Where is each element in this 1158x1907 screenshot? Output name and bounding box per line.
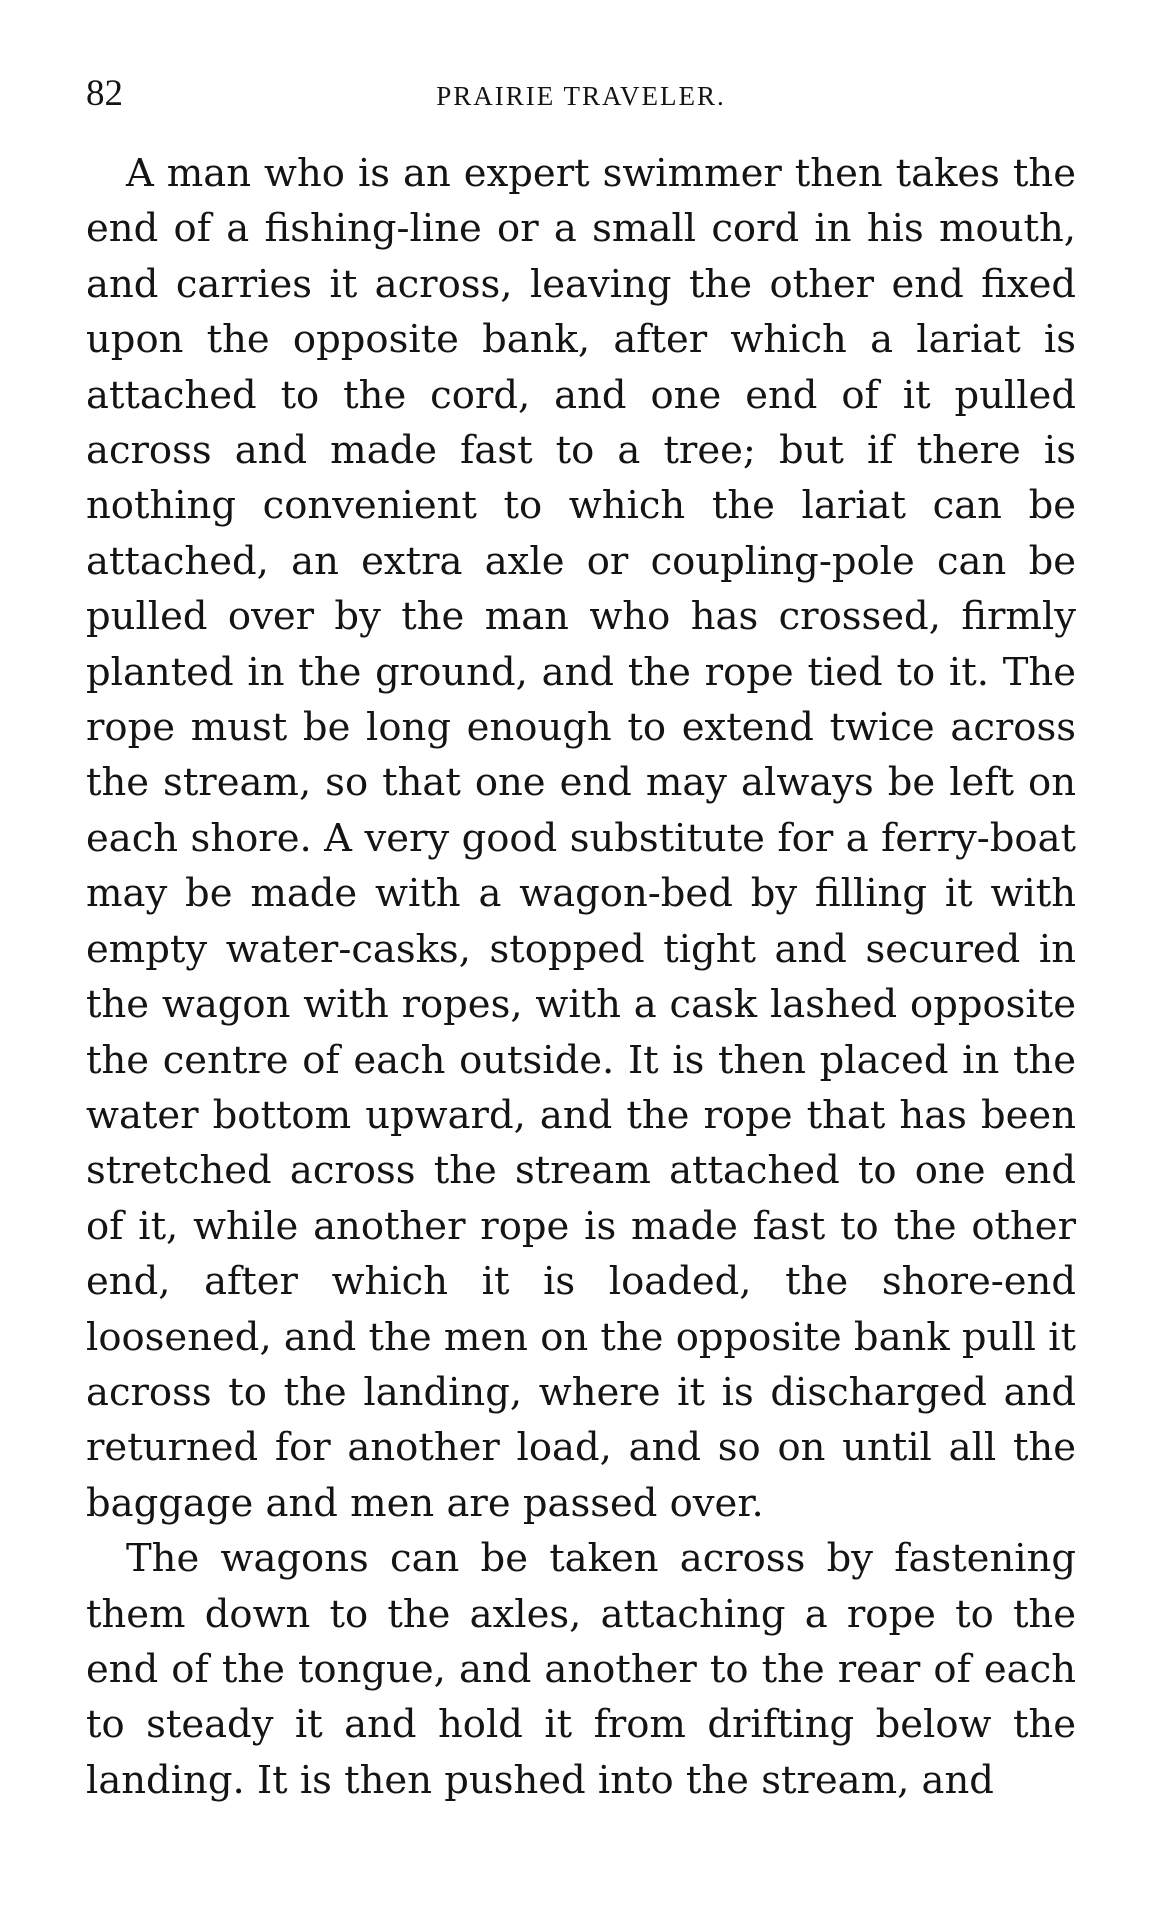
running-title: PRAIRIE TRAVELER.: [436, 81, 726, 111]
paragraph-2: The wagons can be taken across by fastening them down to the axles, attaching a rope to the end of the tongue, and another to the rear of each to steady it and hold it from drifting below the landing. It is then pushed into the stream, and: [86, 1536, 1076, 1803]
paragraph-1: A man who is an expert swimmer then takes the end of a fishing-line or a small cord in his mouth, and carries it across, leaving the other end fixed upon the opposite bank, after which a lariat is attached to the cord, and one end of it pulled across and made fast to a tree; but if there is nothing convenient to which the lariat can be attached, an extra axle or coupling-pole can be pulled over by the man who has crossed, firmly planted in the ground, and the rope tied to it. The rope must be long enough to extend twice across the stream, so that one end may always be left on each shore. A very good substitute for a ferry-boat may be made with a wagon-bed by filling it with empty water-casks, stopped tight and secured in the wagon with ropes, with a cask lashed opposite the centre of each outside. It is then placed in the water bottom upward, and the rope that has been stretched across the stream attached to one end of it, while another rope is made fast to the other end, after which it is loaded, the shore-end loosened, and the men on the opposite bank pull it across to the landing, where it is discharged and returned for another load, and so on until all the baggage and men are passed over.: [86, 151, 1076, 1526]
running-head: [86, 72, 1076, 116]
body-text: [86, 146, 1076, 1808]
page-number: 82: [86, 73, 123, 114]
